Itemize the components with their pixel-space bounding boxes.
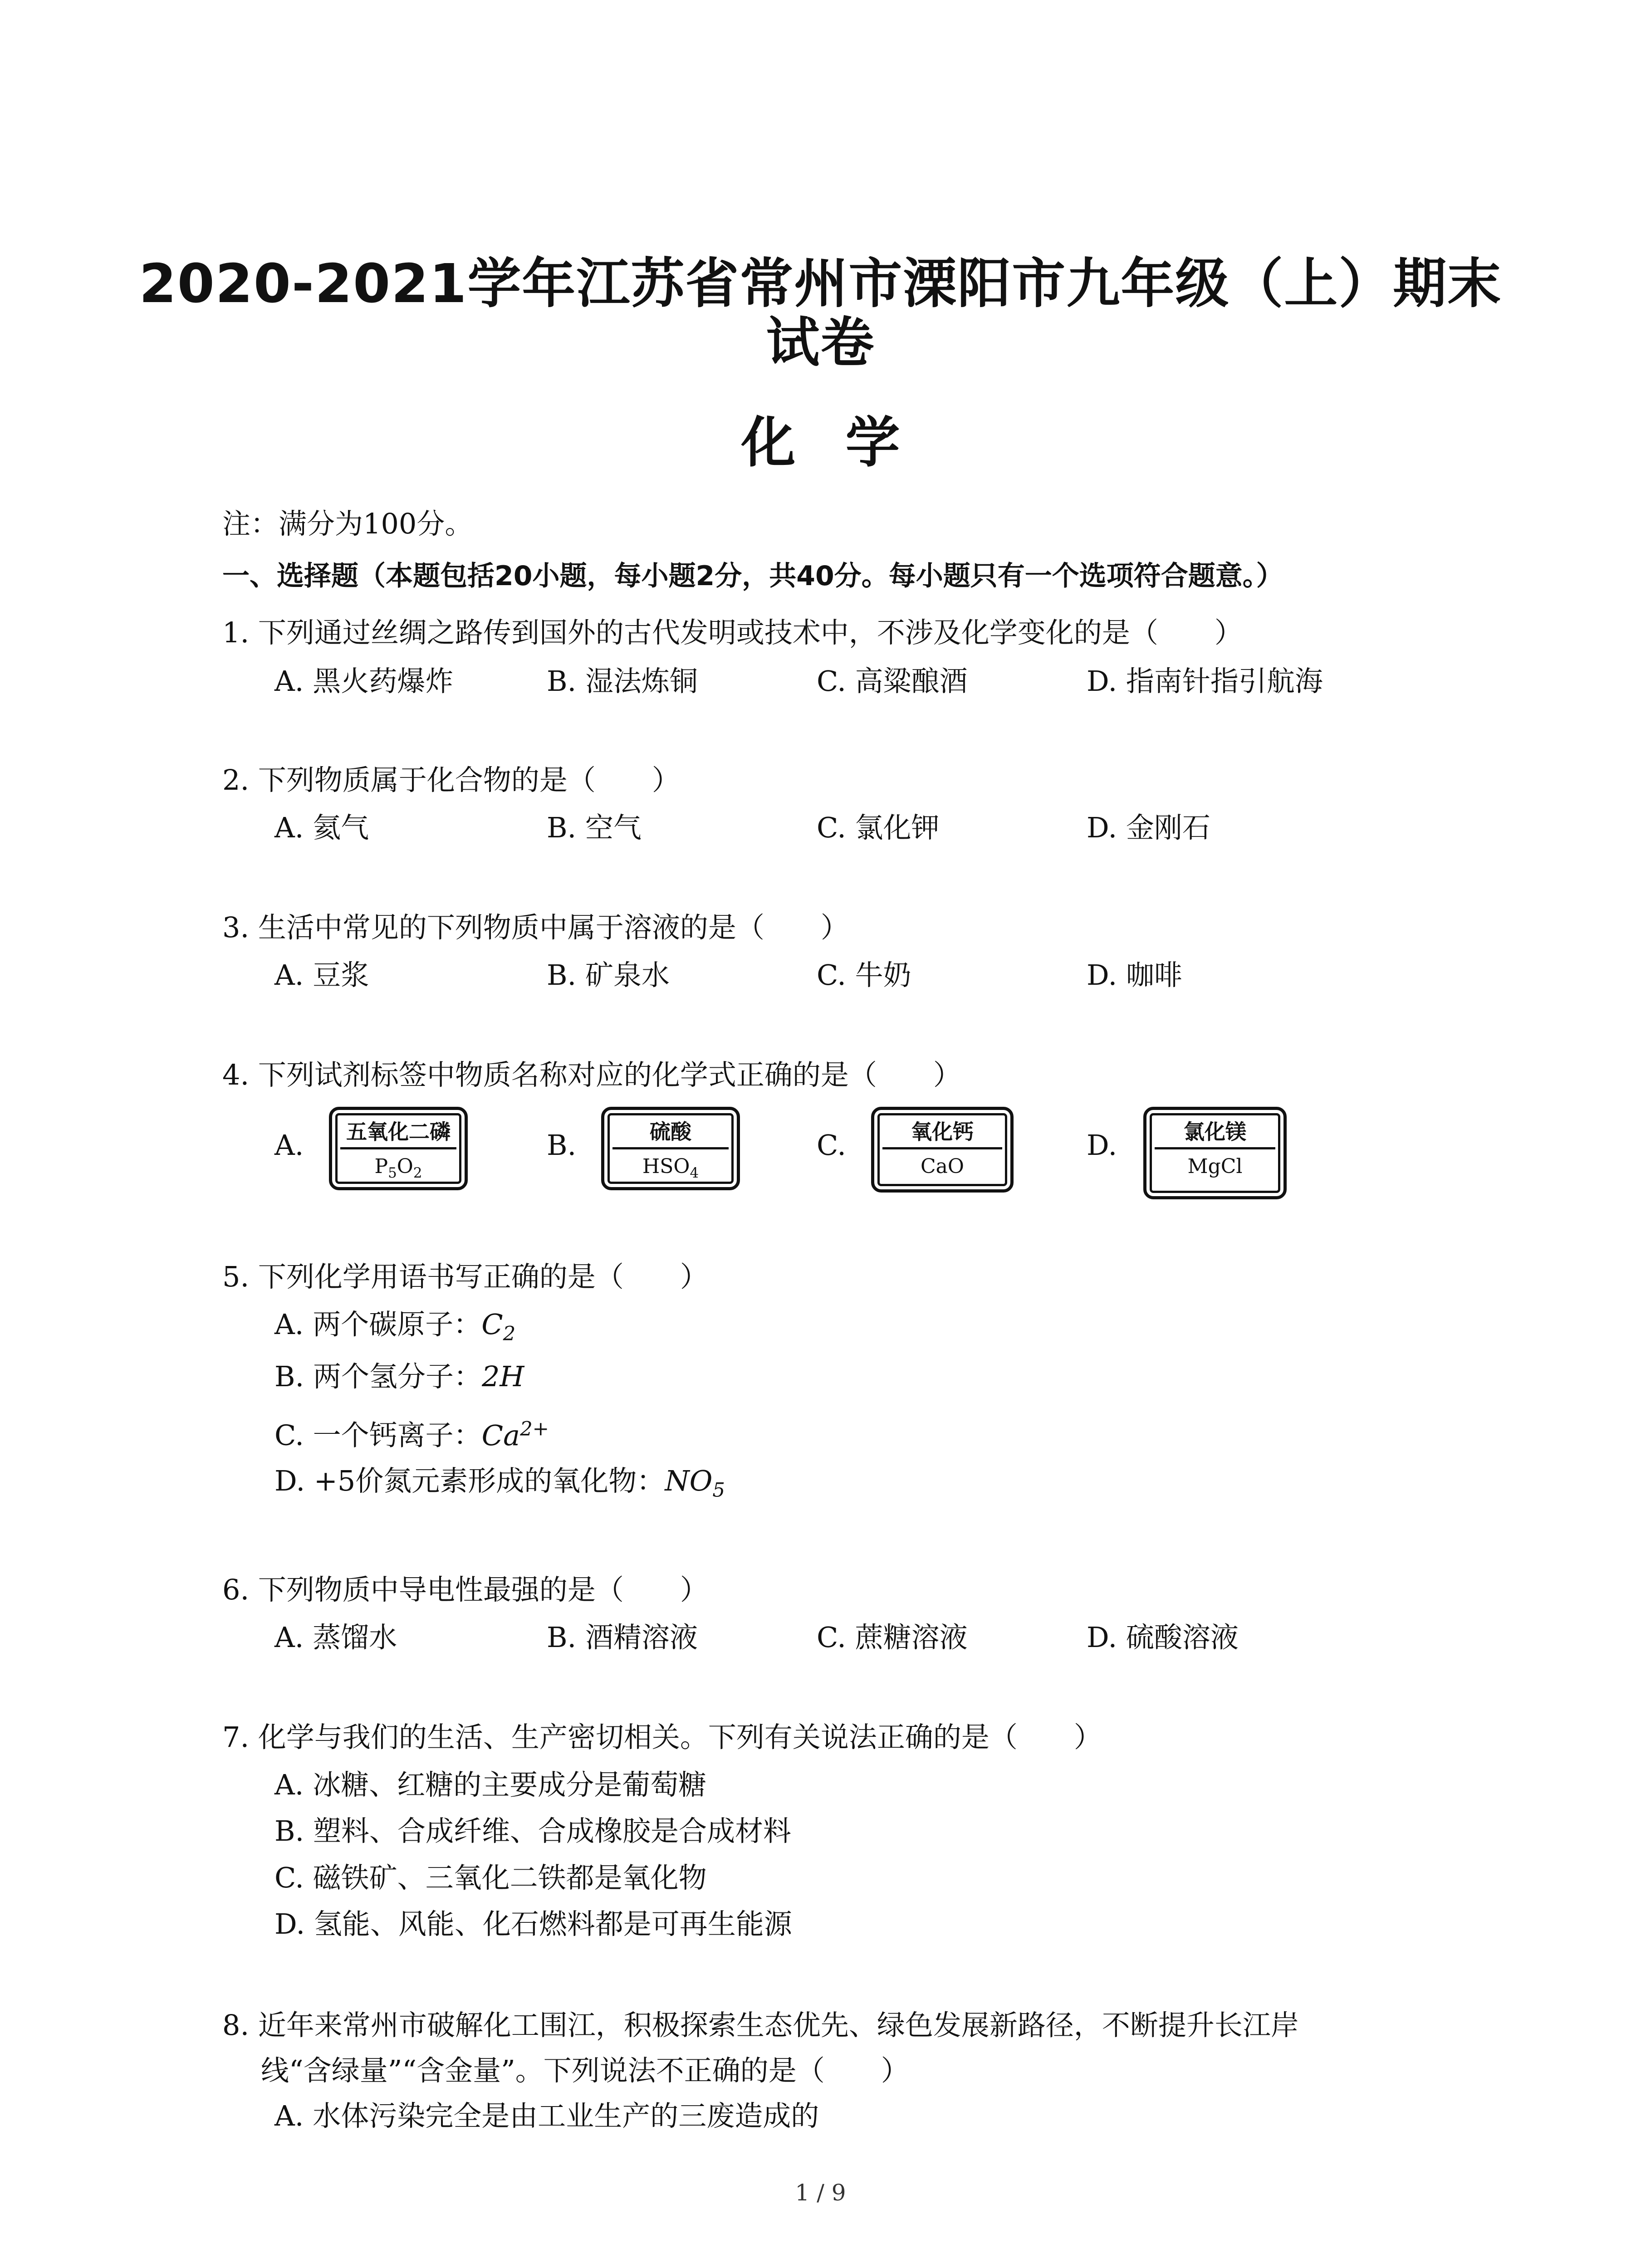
question-6-option-a: A. 蒸馏水 bbox=[274, 1621, 397, 1654]
question-6-option-d: D. 硫酸溶液 bbox=[1087, 1621, 1239, 1654]
question-2-option-a: A. 氦气 bbox=[274, 811, 369, 844]
question-4-option-d: D. bbox=[1087, 1129, 1117, 1162]
question-6-option-b: B. 酒精溶液 bbox=[547, 1621, 698, 1654]
question-3-option-d: D. 咖啡 bbox=[1087, 958, 1182, 992]
formula-superscript: 2+ bbox=[520, 1418, 549, 1440]
question-5-option-d bbox=[274, 1463, 725, 1508]
reagent-label-a-name: 五氧化二磷 bbox=[340, 1116, 456, 1149]
reagent-label-b bbox=[601, 1107, 740, 1190]
question-5-option-a-text: A. 两个碳原子： bbox=[274, 1308, 482, 1341]
page-number: 1 / 9 bbox=[795, 2180, 846, 2206]
question-1-option-c: C. 高粱酿酒 bbox=[817, 665, 968, 698]
question-1-option-a: A. 黑火药爆炸 bbox=[274, 665, 454, 698]
question-6-option-c: C. 蔗糖溶液 bbox=[817, 1621, 968, 1654]
question-2-stem: 2. 下列物质属于化合物的是（ ） bbox=[222, 763, 680, 797]
reagent-label-c bbox=[871, 1107, 1014, 1193]
question-1-option-b: B. 湿法炼铜 bbox=[547, 665, 698, 698]
question-3-option-a: A. 豆浆 bbox=[274, 958, 369, 992]
question-5-option-b bbox=[274, 1359, 524, 1395]
question-6-stem: 6. 下列物质中导电性最强的是（ ） bbox=[222, 1573, 708, 1606]
question-5-option-c-formula bbox=[482, 1419, 549, 1452]
reagent-label-d-name: 氯化镁 bbox=[1155, 1116, 1275, 1149]
question-4-option-a: A. bbox=[274, 1129, 304, 1162]
question-5-option-c-text: C. 一个钙离子： bbox=[274, 1418, 482, 1452]
question-5-option-d-text: D. +5价氮元素形成的氧化物： bbox=[274, 1464, 665, 1497]
question-7-option-d: D. 氢能、风能、化石燃料都是可再生能源 bbox=[274, 1907, 792, 1941]
exam-title-line1: 2020-2021学年江苏省常州市溧阳市九年级（上）期末 bbox=[139, 252, 1502, 315]
question-8-stem-line2: 线“含绿量”“含金量”。下列说法不正确的是（ ） bbox=[261, 2054, 909, 2087]
question-7-stem: 7. 化学与我们的生活、生产密切相关。下列有关说法正确的是（ ） bbox=[222, 1721, 1102, 1754]
formula-subscript: 5 bbox=[712, 1479, 725, 1502]
formula-symbol: NO bbox=[665, 1464, 713, 1497]
question-5-option-b-formula: 2H bbox=[481, 1360, 524, 1393]
section-heading: 一、选择题（本题包括20小题，每小题2分，共40分。每小题只有一个选项符合题意。） bbox=[222, 560, 1283, 592]
question-4-option-c: C. bbox=[817, 1129, 846, 1162]
question-1-option-d: D. 指南针指引航海 bbox=[1087, 665, 1323, 698]
question-7-option-c: C. 磁铁矿、三氧化二铁都是氧化物 bbox=[274, 1861, 707, 1894]
question-7-option-b: B. 塑料、合成纤维、合成橡胶是合成材料 bbox=[274, 1814, 791, 1848]
formula-symbol: C bbox=[481, 1308, 503, 1341]
question-5-stem: 5. 下列化学用语书写正确的是（ ） bbox=[222, 1260, 708, 1293]
question-8-option-a: A. 水体污染完全是由工业生产的三废造成的 bbox=[274, 2099, 819, 2132]
question-5-option-a-formula bbox=[481, 1308, 516, 1345]
question-8-stem-line1: 8. 近年来常州市破解化工围江，积极探索生态优先、绿色发展新路径，不断提升长江岸 bbox=[222, 2009, 1299, 2042]
question-3-stem: 3. 生活中常见的下列物质中属于溶液的是（ ） bbox=[222, 911, 849, 944]
question-2-option-b: B. 空气 bbox=[547, 811, 642, 844]
question-5-option-a bbox=[274, 1306, 515, 1352]
question-4-option-b: B. bbox=[547, 1129, 577, 1162]
question-7-option-a: A. 冰糖、红糖的主要成分是葡萄糖 bbox=[274, 1768, 707, 1801]
reagent-label-a-formula: $P_5O_2$ bbox=[374, 1155, 422, 1181]
question-1-stem: 1. 下列通过丝绸之路传到国外的古代发明或技术中，不涉及化学变化的是（ ） bbox=[222, 616, 1243, 649]
question-5-option-c bbox=[274, 1411, 549, 1454]
exam-title-line2: 试卷 bbox=[766, 311, 875, 374]
reagent-label-c-name: 氧化钙 bbox=[882, 1116, 1002, 1149]
reagent-label-c-formula: CaO bbox=[921, 1155, 964, 1178]
subject-heading: 化学 bbox=[741, 411, 950, 474]
question-2-option-c: C. 氯化钾 bbox=[817, 811, 940, 844]
formula-subscript: 2 bbox=[503, 1322, 516, 1345]
question-3-option-c: C. 牛奶 bbox=[817, 958, 911, 992]
question-2-option-d: D. 金刚石 bbox=[1087, 811, 1210, 844]
question-5-option-d-formula bbox=[665, 1464, 725, 1502]
question-4-stem: 4. 下列试剂标签中物质名称对应的化学式正确的是（ ） bbox=[222, 1058, 961, 1091]
question-3-option-b: B. 矿泉水 bbox=[547, 958, 670, 992]
reagent-label-b-name: 硫酸 bbox=[612, 1116, 729, 1149]
score-note: 注：满分为100分。 bbox=[222, 507, 473, 540]
reagent-label-d-formula: MgCl bbox=[1187, 1155, 1243, 1178]
reagent-label-a bbox=[329, 1107, 468, 1190]
question-5-option-b-text: B. 两个氢分子： bbox=[274, 1360, 482, 1393]
reagent-label-b-formula: $HSO_4$ bbox=[642, 1155, 699, 1181]
reagent-label-d bbox=[1143, 1107, 1287, 1199]
formula-symbol: Ca bbox=[481, 1418, 520, 1452]
